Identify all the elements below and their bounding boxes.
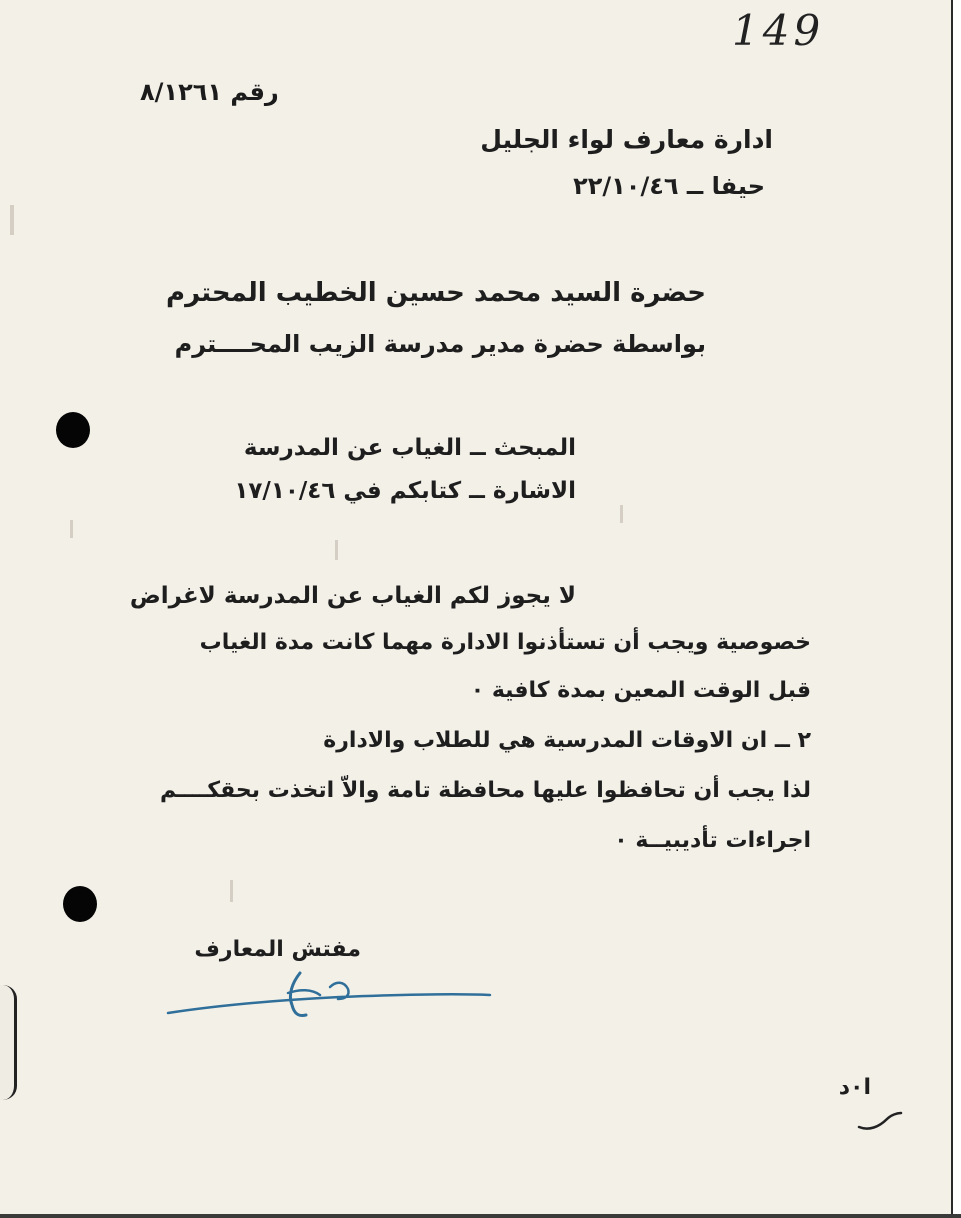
body-line-2: خصوصية ويجب أن تستأذنوا الادارة مهما كانت مدة الغياب [199,630,811,655]
paper-speck [70,520,73,538]
subject-line: المبحث ــ الغياب عن المدرسة [243,435,576,461]
paper-speck [335,540,338,560]
paper-speck [620,505,623,523]
footer-mark [855,1105,905,1135]
sender-office: ادارة معارف لواء الجليل [480,125,773,154]
reference-number: رقم ٨/١٢٦١ [140,78,279,106]
reference-line: الاشارة ــ كتابكم في ١٧/١٠/٤٦ [234,478,576,504]
page-bottom-edge [0,1214,961,1218]
page-left-notch [0,985,17,1100]
paper-speck [230,880,233,902]
folio-number: 149 [732,6,825,55]
page-right-edge [951,0,961,1218]
body-line-4: ٢ ــ ان الاوقات المدرسية هي للطلاب والادارة [323,728,811,753]
paper-speck [10,205,14,235]
body-line-6: اجراءات تأديبيــة ٠ [614,828,811,853]
body-line-3: قبل الوقت المعين بمدة كافية ٠ [470,678,811,703]
place-date: حيفا ــ ٢٢/١٠/٤٦ [573,172,765,200]
punch-hole-top [56,412,90,448]
via-line: بواسطة حضرة مدير مدرسة الزيب المحــــترم [174,330,706,358]
addressee-line: حضرة السيد محمد حسين الخطيب المحترم [166,278,706,308]
signatory-title: مفتش المعارف [194,937,361,962]
footer-initials: ا٠د [838,1075,871,1100]
body-line-5: لذا يجب أن تحافظوا عليها محافظة تامة والاّ اتخذت بحقكــــم [159,778,811,803]
punch-hole-bottom [63,886,97,922]
signature-drawing [160,965,500,1035]
body-line-1: لا يجوز لكم الغياب عن المدرسة لاغراض [129,583,576,609]
